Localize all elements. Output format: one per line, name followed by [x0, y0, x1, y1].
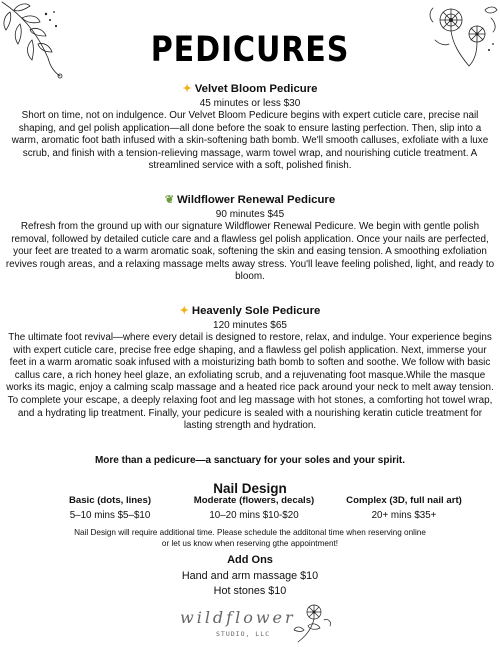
- service-heading: [4, 305, 496, 318]
- service-heading: [4, 83, 496, 96]
- service-description: Refresh from the ground up with our signature Wildflower Renewal Pedicure. We begin with gentle polish removal, followed by detailed cuticle care and a flawless gel polish application. Once your nails are perfected, your feet are treated to a warm aromatic soak, softening the skin and easing tension. A smoothing exfoliation revives rough areas, and a relaxing massage melts away stress. You'll leave feeling polished, light, and ready to bloom.: [5, 221, 495, 283]
- studio-logo: [172, 600, 332, 645]
- velvet-bloom-section: [4, 83, 496, 173]
- logo-flower-icon: [290, 600, 334, 645]
- nail-design-note: [0, 528, 500, 549]
- service-name: Heavenly Sole Pedicure: [191, 305, 321, 317]
- service-name: Wildflower Renewal Pedicure: [177, 194, 336, 206]
- nail-design-basic: [50, 495, 170, 523]
- heavenly-sole-section: [4, 305, 496, 433]
- sparkle-icon: ✦: [179, 305, 189, 317]
- wildflower-renewal-section: [4, 194, 496, 284]
- service-duration-price: 90 minutes $45: [215, 209, 285, 220]
- sparkle-icon: ✦: [182, 83, 192, 95]
- nail-design-tier-price: 10–20 mins $10-$20: [209, 510, 299, 521]
- addon-item: Hot stones $10: [213, 585, 287, 597]
- nail-design-title: Nail Design: [213, 481, 287, 496]
- nail-design-moderate: [180, 495, 328, 523]
- nail-design-tier-heading: Complex (3D, full nail art): [346, 495, 462, 506]
- service-description: Short on time, not on indulgence. Our Velvet Bloom Pedicure begins with expert cuticle care, precise nail shaping, and gel polish application—all done before the soak to ensure lasting perfection. Then, slip into a warm, aromatic foot bath infused with a skin-softening bath bomb. We'll smooth calluses, exfoliate with a luxe scrub, and finish with a tension-relieving massage, warm towel wrap, and nourishing cuticle treatment. A streamlined service with a soft, polished finish.: [11, 110, 489, 172]
- page-title: PEDICURES: [150, 30, 350, 70]
- service-duration-price: 45 minutes or less $30: [199, 98, 301, 109]
- nail-design-note-line: or let us know when reserving gthe appointment!: [161, 538, 339, 548]
- service-name: Velvet Bloom Pedicure: [194, 83, 318, 95]
- service-heading: [4, 194, 496, 207]
- nail-design-note-line: Nail Design will require additional time. Please schedule the additonal time when reserving online: [74, 528, 426, 537]
- nail-design-tier-heading: Moderate (flowers, decals): [193, 495, 315, 506]
- service-duration-price: 120 minutes $65: [213, 320, 287, 331]
- nail-design-tier-price: 5–10 mins $5–$10: [69, 510, 151, 521]
- logo-script: wildflower: [180, 608, 296, 627]
- nail-design-tier-price: 20+ mins $35+: [371, 510, 437, 521]
- nail-design-complex: [334, 495, 474, 523]
- nail-design-tier-heading: Basic (dots, lines): [68, 495, 152, 506]
- addons-title: Add Ons: [227, 554, 273, 566]
- service-description: The ultimate foot revival—where every detail is designed to restore, relax, and indulge. Your experience begins with expert cuticle care, precise free edge shaping, and a flawless gel polish application. Next, immerse your feet in a warm aromatic soak infused with a moisturizing bath bomb to soften and soothe. We follow with basic callus care, a rich honey heel glaze, an exfoliating scrub, and a rejuvenating foot masque.While the masque works its magic, enjoy a calming scalp massage and a heated rice pack around your neck to melt away tension. To complete your escape, a deeply relaxing foot and leg massage with hot stones, a comforting hot towel wrap, and a hydrating lip treatment. Finally, your pedicure is sealed with a nourishing keratin cuticle treatment for lasting strength and hydration.: [6, 332, 494, 432]
- logo-subtext: STUDIO, LLC: [216, 630, 271, 638]
- addon-item: Hand and arm massage $10: [181, 570, 319, 582]
- tagline: More than a pedicure—a sanctuary for your soles and your spirit.: [94, 455, 406, 466]
- leaf-icon: ❦: [164, 194, 175, 206]
